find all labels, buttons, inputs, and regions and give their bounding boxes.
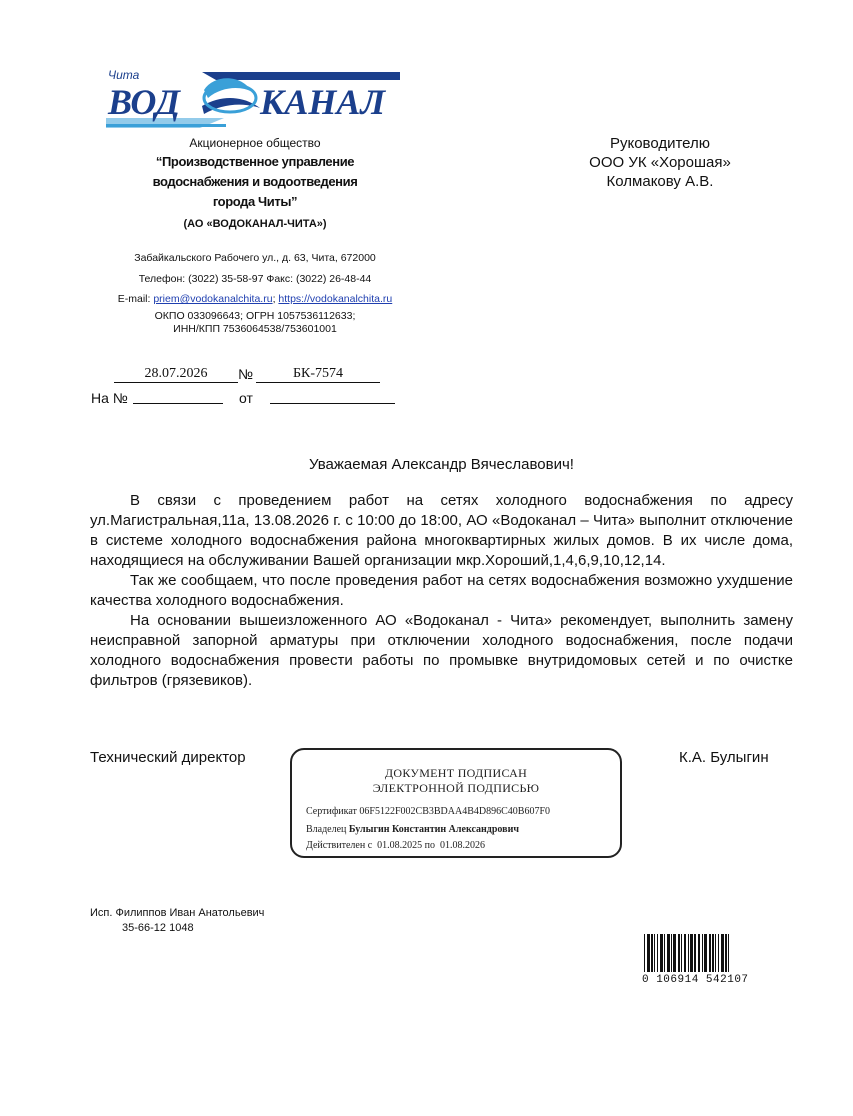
stamp-heading-1: ДОКУМЕНТ ПОДПИСАН xyxy=(384,766,528,780)
e-signature-stamp xyxy=(290,748,622,858)
barcode-bar xyxy=(644,934,645,972)
barcode-bar xyxy=(654,934,655,972)
valid-from: 01.08.2025 xyxy=(377,840,423,851)
email-link[interactable]: priem@vodokanalchita.ru xyxy=(153,293,273,305)
addressee xyxy=(560,134,760,191)
org-address: Забайкальского Рабочего ул., д. 63, Чита, 672000 xyxy=(134,252,376,264)
reg-line-2: ИНН/КПП 7536064538/753601001 xyxy=(173,323,337,335)
barcode-bar xyxy=(667,934,670,972)
barcode-bar xyxy=(647,934,650,972)
owner-value: Булыгин Константин Александрович xyxy=(348,824,519,835)
logo-word-right: КАНАЛ xyxy=(260,82,386,122)
cert-label: Сертификат xyxy=(306,806,357,817)
barcode-bar xyxy=(651,934,653,972)
stamp-heading-2: ЭЛЕКТРОННОЙ ПОДПИСЬЮ xyxy=(372,781,540,795)
executor-info xyxy=(90,906,264,936)
barcode-bar xyxy=(718,934,719,972)
barcode-bar xyxy=(664,934,665,972)
in-reply-date-line xyxy=(270,403,395,404)
org-contacts xyxy=(90,293,420,305)
logo-graphic xyxy=(104,68,404,134)
cert-value: 06F5122F002CB3BDAA4B4D896C40B607F0 xyxy=(359,806,551,817)
addressee-line-1: Руководителю xyxy=(609,135,711,152)
executor-phone: 35-66-12 1048 xyxy=(122,922,194,934)
signatory-title: Технический директор xyxy=(90,749,246,766)
org-type: Акционерное общество xyxy=(189,136,321,150)
barcode-bar xyxy=(688,934,689,972)
barcode-bar xyxy=(704,934,707,972)
org-phones: Телефон: (3022) 35-58-97 Факс: (3022) 26-48-44 xyxy=(138,273,372,285)
barcode-bar xyxy=(702,934,703,972)
greeting: Уважаемая Александр Вячеславович! xyxy=(309,456,574,473)
barcode-bar xyxy=(728,934,729,972)
barcode-bar xyxy=(690,934,693,972)
barcode-bar xyxy=(715,934,716,972)
barcode-bar xyxy=(712,934,714,972)
in-reply-number-line xyxy=(133,403,223,404)
barcode-bar xyxy=(673,934,676,972)
outgoing-number: БК-7574 xyxy=(256,366,380,383)
stamp-validity xyxy=(306,840,485,851)
barcode-graphic xyxy=(642,934,775,974)
reg-line-1: ОКПО 033096643; ОГРН 1057536112633; xyxy=(154,310,356,322)
outgoing-date: 28.07.2026 xyxy=(114,366,238,383)
barcode-digits: 0 106914 542107 xyxy=(642,974,749,986)
barcode-bar xyxy=(660,934,663,972)
barcode-bar xyxy=(684,934,686,972)
stamp-owner xyxy=(306,824,519,835)
website-link[interactable]: https://vodokanalchita.ru xyxy=(278,293,393,305)
org-short-name: (АО «ВОДОКАНАЛ-ЧИТА») xyxy=(183,218,327,230)
contacts-separator: ; xyxy=(272,293,279,305)
barcode-bar xyxy=(694,934,696,972)
paragraph-2: Так же сообщаем, что после проведения работ на сетях водоснабжения возможно ухудшение качества холодного водоснабжения. xyxy=(90,572,793,609)
stamp-certificate xyxy=(306,806,550,817)
executor-name: Исп. Филиппов Иван Анатольевич xyxy=(90,907,265,919)
barcode-bar xyxy=(678,934,680,972)
barcode-bar xyxy=(657,934,658,972)
barcode-bar xyxy=(681,934,682,972)
logo-city: Чита xyxy=(108,68,140,82)
valid-to: 01.08.2026 xyxy=(440,840,486,851)
org-registration xyxy=(90,310,420,336)
addressee-line-2: ООО УК «Хорошая» xyxy=(589,154,731,171)
barcode-bar xyxy=(671,934,672,972)
org-full-name xyxy=(90,152,420,212)
email-label: E-mail: xyxy=(117,293,154,305)
valid-to-label: по xyxy=(424,840,436,851)
org-name-line-2: водоснабжения и водоотведения xyxy=(152,174,358,189)
paragraph-3: На основании вышеизложенного АО «Водоканал - Чита» рекомендует, выполнить замену неисправной запорной арматуры при отключении холодного водоснабжения, после подачи холодного водоснабжения провести работы по промывке внутридомовых сетей и по очистке фильтров (грязевиков). xyxy=(90,612,793,689)
paragraph-1: В связи с проведением работ на сетях холодного водоснабжения по адресу ул.Магистральная,11а, 13.08.2026 г. с 10:00 до 18:00, АО «Водоканал – Чита» выполнит отключение в системе холодного водоснабжения района многоквартирных жилых домов. В их числе дома, находящиеся на обслуживании Вашей организации мкр.Хороший,1,4,6,9,10,12,14. xyxy=(90,492,793,569)
from-label: от xyxy=(239,390,253,406)
number-label: № xyxy=(238,366,254,382)
barcode-bar xyxy=(698,934,700,972)
owner-label: Владелец xyxy=(306,824,347,835)
signatory-name: К.А. Булыгин xyxy=(679,749,769,766)
addressee-line-3: Колмакову А.В. xyxy=(606,173,714,190)
valid-label: Действителен с xyxy=(306,840,373,851)
barcode-bar xyxy=(709,934,711,972)
letter-body xyxy=(90,491,793,691)
org-name-line-3: города Читы” xyxy=(212,194,298,209)
barcode-bar xyxy=(725,934,727,972)
in-reply-label: На № xyxy=(91,390,128,406)
barcode-bar xyxy=(721,934,724,972)
org-name-line-1: “Производственное управление xyxy=(155,154,355,169)
company-logo xyxy=(104,68,404,134)
logo-word-left: ВОД xyxy=(108,82,181,122)
